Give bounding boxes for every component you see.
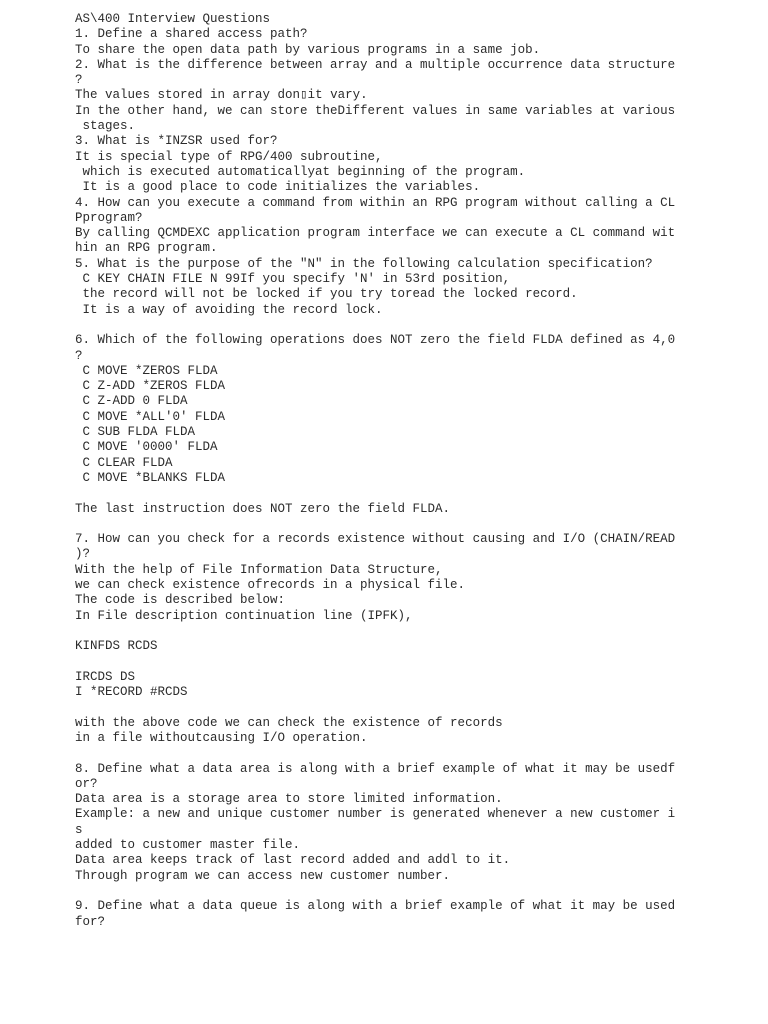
text-line: C MOVE *ALL'0' FLDA — [75, 409, 226, 424]
text-line: which is executed automaticallyat beginning of the program. — [75, 164, 526, 179]
text-line: 3. What is *INZSR used for? — [75, 134, 278, 149]
text-line: IRCDS DS — [75, 669, 136, 684]
text-line: 9. Define what a data queue is along with a brief example of what it may be used — [75, 899, 676, 914]
text-line: ? — [75, 348, 83, 363]
text-line: 6. Which of the following operations does NOT zero the field FLDA defined as 4,0 — [75, 333, 676, 348]
text-line: By calling QCMDEXC application program interface we can execute a CL command wit — [75, 226, 676, 241]
blank-line — [75, 517, 755, 532]
text-line: C Z-ADD *ZEROS FLDA — [75, 379, 226, 394]
text-line: 8. Define what a data area is along with a brief example of what it may be usedf — [75, 761, 676, 776]
document-body — [75, 12, 755, 930]
text-line: C MOVE *ZEROS FLDA — [75, 363, 218, 378]
text-line: 4. How can you execute a command from within an RPG program without calling a CL — [75, 195, 676, 210]
text-line: The last instruction does NOT zero the field FLDA. — [75, 501, 451, 516]
text-line: The code is described below: — [75, 593, 286, 608]
blank-line — [75, 700, 755, 715]
text-line: hin an RPG program. — [75, 241, 218, 256]
text-line: Example: a new and unique customer number is generated whenever a new customer i — [75, 807, 676, 822]
text-line: C KEY CHAIN FILE N 99If you specify 'N' in 53rd position, — [75, 272, 511, 287]
text-line: C SUB FLDA FLDA — [75, 425, 196, 440]
text-line: or? — [75, 776, 98, 791]
text-line: we can check existence ofrecords in a physical file. — [75, 577, 466, 592]
blank-line — [75, 884, 755, 899]
text-line: C MOVE '0000' FLDA — [75, 440, 218, 455]
text-line: with the above code we can check the existence of records — [75, 715, 503, 730]
text-line: 2. What is the difference between array and a multiple occurrence data structure — [75, 57, 676, 72]
blank-line — [75, 624, 755, 639]
blank-line — [75, 486, 755, 501]
text-line: the record will not be locked if you try toread the locked record. — [75, 287, 578, 302]
text-line: Data area keeps track of last record added and addl to it. — [75, 853, 511, 868]
text-line: Data area is a storage area to store limited information. — [75, 792, 503, 807]
text-line: )? — [75, 547, 91, 562]
text-line: added to customer master file. — [75, 838, 301, 853]
text-line: It is special type of RPG/400 subroutine, — [75, 149, 383, 164]
blank-line — [75, 654, 755, 669]
text-line: Through program we can access new customer number. — [75, 868, 451, 883]
text-line: in a file withoutcausing I/O operation. — [75, 730, 368, 745]
text-line: It is a good place to code initializes the variables. — [75, 180, 481, 195]
text-line: ? — [75, 73, 83, 88]
text-line: 5. What is the purpose of the "N" in the following calculation specification? — [75, 256, 653, 271]
text-line: In File description continuation line (IPFK), — [75, 608, 413, 623]
text-line: With the help of File Information Data Structure, — [75, 562, 443, 577]
text-line: stages. — [75, 119, 136, 134]
text-line: C CLEAR FLDA — [75, 455, 173, 470]
text-line: 1. Define a shared access path? — [75, 27, 308, 42]
text-line: C Z-ADD 0 FLDA — [75, 394, 188, 409]
text-line: In the other hand, we can store theDifferent values in same variables at various — [75, 103, 676, 118]
text-line: AS\400 Interview Questions — [75, 12, 271, 26]
blank-line — [75, 746, 755, 761]
text-line: s — [75, 822, 83, 837]
text-line: C MOVE *BLANKS FLDA — [75, 470, 226, 485]
text-line: 7. How can you check for a records existence without causing and I/O (CHAIN/READ — [75, 532, 676, 547]
text-line: It is a way of avoiding the record lock. — [75, 302, 383, 317]
text-line: The values stored in array don▯it vary. — [75, 88, 368, 103]
text-line: for? — [75, 914, 106, 929]
text-line: I *RECORD #RCDS — [75, 685, 188, 700]
blank-line — [75, 318, 755, 333]
text-line: Pprogram? — [75, 210, 143, 225]
text-line: To share the open data path by various programs in a same job. — [75, 42, 541, 57]
text-line: KINFDS RCDS — [75, 639, 158, 654]
